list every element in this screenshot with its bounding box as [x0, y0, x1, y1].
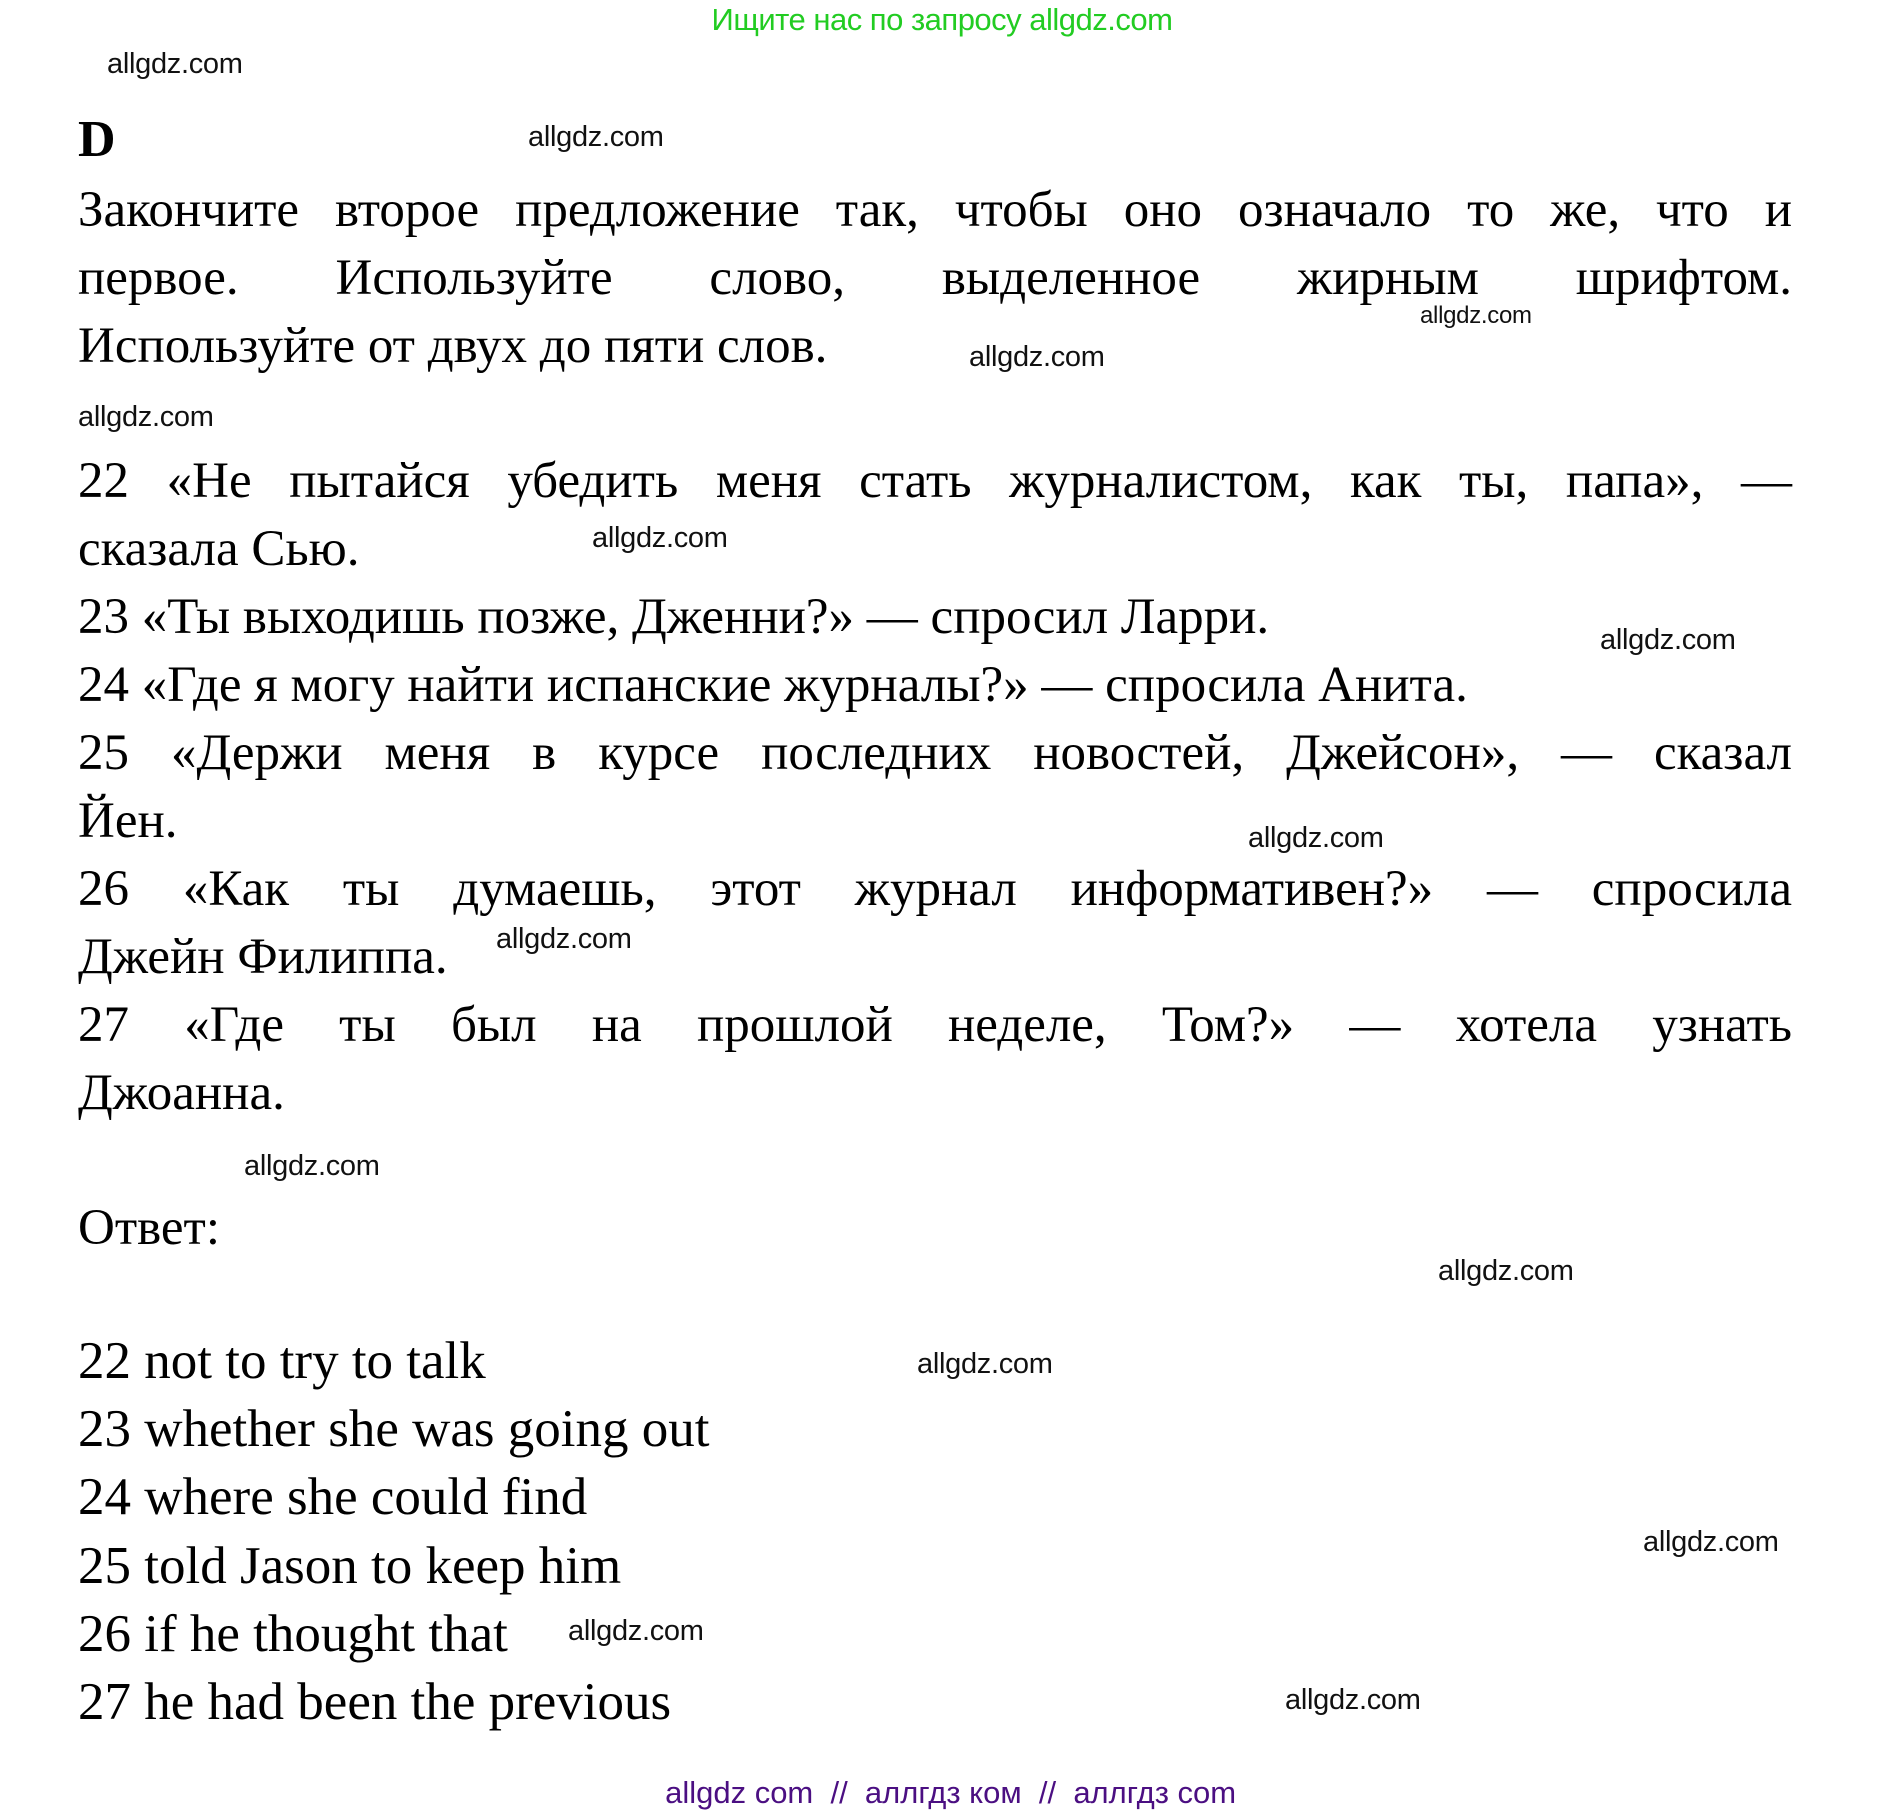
watermark: allgdz.com — [1643, 1526, 1779, 1558]
site-banner — [0, 0, 1884, 40]
task-list — [78, 447, 1792, 1127]
task-24-line: 24 «Где я могу найти испанские журналы?» — спросила Анита. — [78, 657, 1468, 713]
answer-list — [78, 1327, 709, 1736]
answer-item: 22 not to try to talk — [78, 1332, 486, 1390]
watermark: allgdz.com — [107, 48, 243, 80]
watermark: allgdz.com — [244, 1150, 380, 1182]
watermark: allgdz.com — [1248, 822, 1384, 854]
watermark: allgdz.com — [78, 401, 214, 433]
watermark: allgdz.com — [496, 923, 632, 955]
instructions — [78, 176, 1792, 380]
instruction-line: Закончите второе предложение так, чтобы оно означало то же, что и — [78, 182, 1792, 238]
answer-item: 24 where she could find — [78, 1468, 588, 1527]
task-22-line: сказала Сью. — [78, 521, 360, 577]
task-22-line: 22 «Не пытайся убедить меня стать журналистом, как ты, папа», — — [78, 453, 1792, 509]
answer-item: 25 told Jason to keep him — [78, 1536, 622, 1595]
task-25-line: Йен. — [78, 793, 178, 849]
watermark: allgdz.com — [1600, 624, 1736, 656]
task-23-line: 23 «Ты выходишь позже, Дженни?» — спросил Ларри. — [78, 589, 1270, 645]
instruction-line: Используйте от двух до пяти слов. — [78, 318, 828, 374]
watermark: allgdz.com — [969, 341, 1105, 373]
task-27-line: 27 «Где ты был на прошлой неделе, Том?» — хотела узнать — [78, 997, 1792, 1053]
banner-text: Ищите нас по запросу allgdz.com — [711, 2, 1173, 37]
watermark: allgdz.com — [1438, 1255, 1574, 1287]
answer-item: 23 whether she was going out — [78, 1400, 710, 1459]
footer-text: allgdz com // аллгдз ком // аллгдз com — [665, 1775, 1237, 1810]
task-27-line: Джоанна. — [78, 1065, 285, 1121]
answer-heading — [78, 1194, 1792, 1262]
site-footer — [0, 1742, 1884, 1810]
section-letter: D — [78, 111, 116, 168]
watermark: allgdz.com — [592, 522, 728, 554]
task-26-line: 26 «Как ты думаешь, этот журнал информативен?» — спросила — [78, 861, 1792, 917]
watermark: allgdz.com — [568, 1615, 704, 1647]
answer-item: 26 if he thought that — [78, 1604, 508, 1663]
watermark: allgdz.com — [917, 1348, 1053, 1380]
instruction-line: первое. Используйте слово, выделенное жирным шрифтом. — [78, 250, 1792, 306]
answer-item: 27 he had been the previous — [78, 1673, 672, 1732]
task-26-line: Джейн Филиппа. — [78, 929, 448, 985]
task-25-line: 25 «Держи меня в курсе последних новостей, Джейсон», — сказал — [78, 725, 1792, 781]
watermark: allgdz.com — [528, 121, 664, 153]
watermark: allgdz.com — [1420, 302, 1532, 329]
watermark: allgdz.com — [1285, 1684, 1421, 1716]
answer-label: Ответ: — [78, 1200, 220, 1256]
